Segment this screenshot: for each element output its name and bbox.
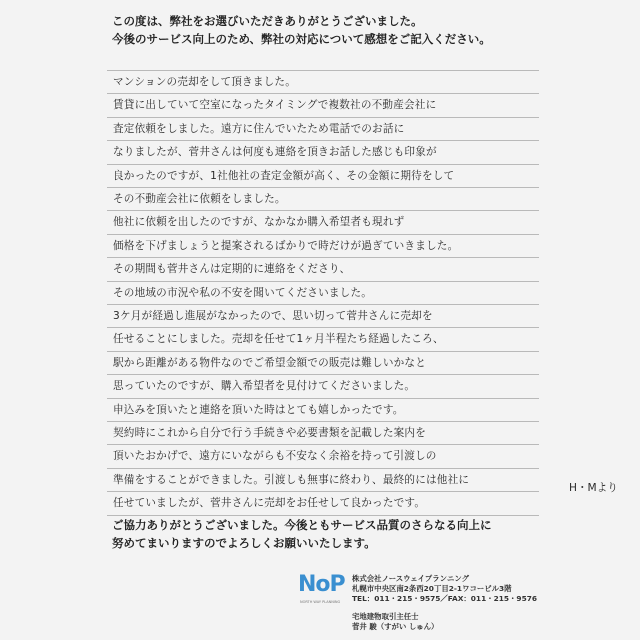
ruled-line: [107, 93, 539, 94]
ruled-line: [107, 117, 539, 118]
letter-line: その地域の市況や私の不安を聞いてくださいました。: [113, 286, 373, 299]
company-block: [298, 572, 548, 636]
ruled-line: [107, 468, 539, 469]
survey-header: [112, 12, 532, 48]
letter-line: 任せることにしました。売却を任せて1ヶ月半程たち経過したころ、: [113, 333, 444, 346]
handwritten-letter: [107, 66, 618, 510]
letter-line: 賃貸に出していて空室になったタイミングで複数社の不動産会社に: [113, 99, 437, 112]
agent-name: 菅井 駿（すがい しゅん）: [352, 622, 439, 631]
letter-line: 準備をすることができました。引渡しも無事に終わり、最終的には他社に: [113, 473, 470, 486]
ruled-line: [107, 398, 539, 399]
ruled-line: [107, 281, 539, 282]
ruled-line: [107, 444, 539, 445]
logo-text: NoP: [298, 572, 345, 597]
letter-line: 契約時にこれから自分で行う手続きや必要書類を記載した案内を: [113, 427, 427, 439]
ruled-line: [107, 70, 539, 71]
letter-line: 申込みを頂いたと連絡を頂いた時はとても嬉しかったです。: [113, 403, 404, 416]
letter-line: 良かったのですが、1社他社の査定金額が高く、その金額に期待をして: [113, 169, 455, 182]
agent-title: 宅地建物取引主任士: [352, 612, 419, 621]
letter-signature: H・Mより: [569, 482, 618, 494]
letter-line: 駅から距離がある物件なのでご希望金額での販売は難しいかなと: [113, 356, 427, 369]
closing-line-1: ご協力ありがとうございました。今後ともサービス品質のさらなる向上に: [112, 518, 492, 532]
header-line-1: この度は、弊社をお選びいただきありがとうございました。: [112, 14, 423, 28]
ruled-line: [107, 187, 539, 188]
ruled-line: [107, 304, 539, 305]
ruled-line: [107, 234, 539, 235]
ruled-line: [107, 491, 539, 492]
company-address: 札幌市中央区南2条西20丁目2-1ワコービル3階: [352, 584, 512, 593]
letter-line: マンションの売却をして頂きました。: [113, 76, 297, 88]
agent-info: [352, 612, 438, 632]
ruled-line: [107, 351, 539, 352]
header-line-2: 今後のサービス向上のため、弊社の対応について感想をご記入ください。: [112, 32, 491, 46]
ruled-line: [107, 140, 539, 141]
letter-line: なりましたが、菅井さんは何度も連絡を頂きお話した感じも印象が: [113, 146, 437, 159]
letter-line: 思っていたのですが、購入希望者を見付けてくださいました。: [113, 380, 416, 393]
letter-line: 任せていましたが、菅井さんに売却をお任せして良かったです。: [113, 497, 426, 510]
company-info: [352, 574, 537, 604]
letter-line: 3ケ月が経過し進展がなかったので、思い切って菅井さんに売却を: [113, 310, 433, 322]
letter-line: 価格を下げましょうと提案されるばかりで時だけが過ぎていきました。: [113, 239, 459, 252]
letter-line: 頂いたおかげで、遠方にいながらも不安なく余裕を持って引渡しの: [113, 450, 437, 463]
company-name: 株式会社ノースウェイプランニング: [352, 574, 469, 583]
letter-line: その期間も菅井さんは定期的に連絡をくださり、: [113, 263, 351, 276]
ruled-line: [107, 210, 539, 211]
company-phone: TEL：011・215・9575／FAX：011・215・9576: [352, 594, 538, 603]
ruled-line: [107, 327, 539, 328]
ruled-line: [107, 374, 539, 375]
letter-line: その不動産会社に依頼をしました。: [113, 193, 286, 205]
closing-message: [112, 516, 532, 552]
company-logo: [298, 572, 346, 610]
ruled-line: [107, 164, 539, 165]
ruled-line: [107, 257, 539, 258]
closing-line-2: 努めてまいりますのでよろしくお願いいたします。: [112, 536, 376, 550]
ruled-line: [107, 421, 539, 422]
letter-line: 査定依頼をしました。遠方に住んでいたため電話でのお話に: [113, 122, 405, 135]
letter-line: 他社に依頼を出したのですが、なかなか購入希望者も現れず: [113, 216, 405, 229]
logo-subtext: NORTH WAY PLANNING: [300, 600, 341, 604]
